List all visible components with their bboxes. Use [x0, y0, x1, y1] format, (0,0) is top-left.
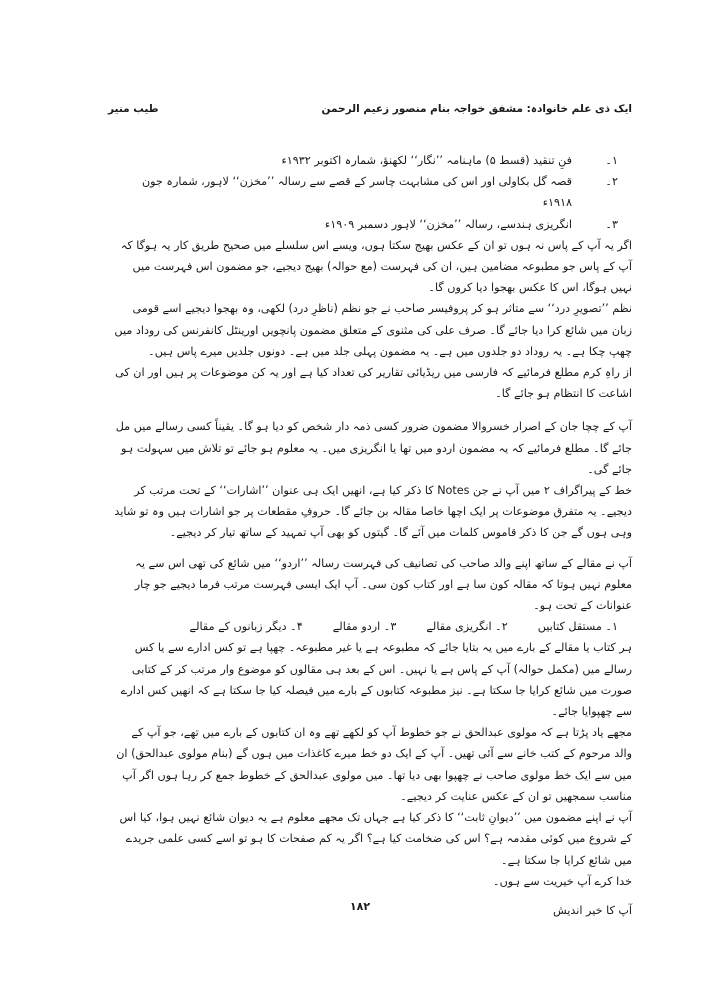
list-item — [112, 214, 618, 235]
list-item-number: ۱۔ — [605, 154, 618, 167]
list-item-text: انگریزی ہندسے، رسالہ ’’مخزن‘‘ لاہور دسمبر ۱۹۰۹ء — [324, 217, 572, 231]
list-item: ۱۔ مستقل کتابیں — [537, 620, 618, 634]
paragraph: آپ نے مقالے کے ساتھ اپنے والد صاحب کی تصانیف کی فہرست رسالہ ’’اردو‘‘ میں شائع کی تھی اس سے یہ معلوم نہیں ہوتا کہ مقالہ کون سا ہے اور کتاب کون سی۔ آپ ایک ایسی فہرست مرتب فرما دیجیے جو چار عنوانات کے تحت ہو۔ — [134, 556, 632, 613]
paragraph: از راہِ کرم مطلع فرمائیے کہ فارسی میں ریڈیائی تقاریر کی تعداد کیا ہے اور یہ کن موضوعات پر ہیں اور ان کی اشاعت کا انتظام ہو جائے گا۔ — [115, 366, 632, 401]
list-item: ۲۔ انگریزی مقالے — [426, 620, 508, 634]
paragraph: نظم ’’تصویرِ درد‘‘ سے متاثر ہو کر پروفیسر صاحب نے جو نظم (ناظرِ درد) لکھی، وہ بھجوا دیجیے اسے قومی زبان میں شائع کرا دیا جائے گا۔ صرف علی کی مثنوی کے متعلق مضمون پانچویں اورینٹل کانفرنس کی روداد میں چھپ چکا ہے۔ یہ روداد دو جلدوں میں ہے۔ یہ مضمون پہلی جلد میں ہے۔ دونوں جلدیں میرے پاس ہیں۔ — [114, 302, 632, 358]
signature: آپ کا خیر اندیش — [553, 903, 632, 917]
list-item: ۴۔ دیگر زبانوں کے مقالے — [189, 620, 303, 634]
paragraph: اگر یہ آپ کے پاس نہ ہوں تو ان کے عکس بھیج سکتا ہوں، ویسے اس سلسلے میں صحیح طریق کار یہ ہوگا کہ آپ کے پاس جو مطبوعہ مضامین ہیں، ان کی فہرست (مع حوالہ) بھیج دیجیے، جو مضمون اس فہرست میں نہیں ہوگا، اس کا عکس بھجوا دیا کروں گا۔ — [120, 238, 632, 295]
paragraph: خط کے پیراگراف ۲ میں آپ نے جن Notes کا ذکر کیا ہے، انھیں ایک ہی عنوان ’’اشارات‘‘ کے تحت مرتب کر دیجیے۔ یہ متفرق موضوعات پر ایک اچھا خاصا مقالہ بن جائے گا۔ حروفِ مقطعات پر جو اشارات ہیں وہ تو شاید وہی ہوں گے جن کا ذکر قاموس کلمات میں آئے گا۔ گیتوں کو بھی آپ تمہید کے ساتھ تیار کر دیجیے۔ — [114, 484, 632, 540]
paragraph: مجھے یاد پڑتا ہے کہ مولوی عبدالحق نے جو خطوط آپ کو لکھے تھے وہ ان کتابوں کے بارے میں تھے، جو آپ کے والد مرحوم کے کتب خانے سے آئی تھیں۔ آپ کے ایک دو خط میرے کاغذات میں ہوں گے (بنام مولوی عبدالحق) ان میں سے ایک خط مولوی صاحب نے چھپوا بھی دیا تھا۔ میں مولوی عبدالحق کے خطوط جمع کر رہا ہوں اگر آپ مناسب سمجھیں تو ان کے عکس عنایت کر دیجیے۔ — [116, 726, 632, 803]
paragraph: ہر کتاب یا مقالے کے بارے میں یہ بتایا جائے کہ مطبوعہ ہے یا غیر مطبوعہ۔ چھپا ہے تو کس ادارے سے یا کس رسالے میں (مکمل حوالہ) آپ کے پاس ہے یا نہیں۔ اس کے بعد ہی مقالوں کو موضوع وار مرتب کر کے کتابی صورت میں شائع کرایا جا سکتا ہے۔ نیز مطبوعہ کتابوں کے بارے میں فیصلہ کیا جا سکتا ہے کہ انھیں کس ادارے سے چھپوایا جائے۔ — [120, 641, 632, 719]
article-list — [112, 150, 618, 235]
running-title: ایک ذی علم خانوادہ: مشفق خواجہ بنام منصور زعیم الرحمن — [321, 103, 632, 115]
list-item: ۳۔ اردو مقالے — [332, 620, 397, 634]
closing-line: خدا کرے آپ خیریت سے ہوں۔ — [493, 874, 632, 888]
page-number: ۱۸۲ — [349, 900, 371, 913]
list-item — [112, 150, 618, 171]
letter-body — [112, 150, 632, 921]
author-name: طیب منیر — [108, 103, 159, 115]
paragraph: آپ نے اپنے مضمون میں ’’دیوانِ ثابت‘‘ کا ذکر کیا ہے جہاں تک مجھے معلوم ہے یہ دیوان شائع نہیں ہوا، کیا اس کے شروع میں کوئی مقدمہ ہے؟ اس کی ضخامت کیا ہے؟ اگر یہ کم صفحات کا ہو تو اسے کسی علمی جریدے میں شائع کرایا جا سکتا ہے۔ — [119, 811, 632, 867]
list-item — [112, 171, 618, 213]
page-header — [108, 103, 632, 125]
paragraph: آپ کے چچا جان کے اصرار خسروالا مضمون ضرور کسی ذمہ دار شخص کو دیا ہو گا۔ یقیناً کسی رسالے میں مل جائے گا۔ مطلع فرمائیے کہ یہ مضمون اردو میں تھا یا انگریزی میں۔ یہ معلوم ہو جائے تو تلاش میں سہولت ہو جائے گی۔ — [115, 420, 632, 476]
list-item-text: فنِ تنقید (قسط ۵) ماہنامہ ’’نگار‘‘ لکھنؤ، شمارہ اکتوبر ۱۹۳۲ء — [281, 154, 572, 167]
list-item-number: ۲۔ — [605, 175, 618, 189]
category-list — [112, 616, 632, 637]
list-item-text: قصہ گل بکاولی اور اس کی مشابہت چاسر کے قصے سے رسالہ ’’مخزن‘‘ لاہور، شمارہ جون ۱۹۱۸ء — [141, 175, 572, 210]
list-item-number: ۳۔ — [605, 217, 618, 231]
